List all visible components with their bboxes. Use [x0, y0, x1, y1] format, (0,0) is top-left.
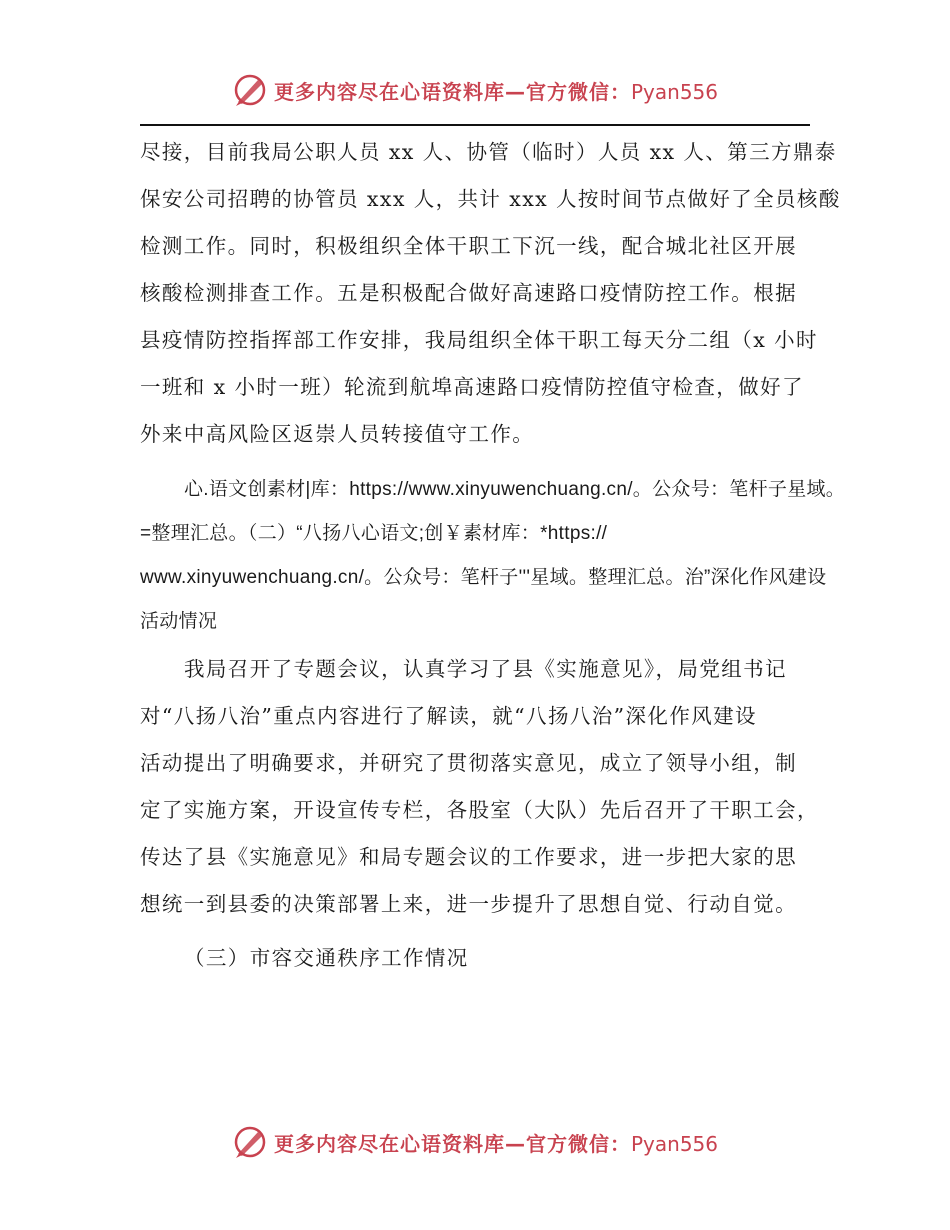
paragraph-line: 定了实施方案，开设宣传专栏，各股室（大队）先后召开了干职工会， — [140, 798, 819, 822]
paragraph-line: 尽接，目前我局公职人员 xx 人、协管（临时）人员 xx 人、第三方鼎泰 — [140, 140, 837, 164]
paragraph-line: 保安公司招聘的协管员 xxx 人，共计 xxx 人按时间节点做好了全员核酸 — [140, 187, 841, 211]
header-divider — [140, 124, 810, 126]
header-wechat-id: Pyan556 — [631, 79, 719, 104]
footer-wechat-id: Pyan556 — [631, 1131, 719, 1156]
paragraph-line: 对“八扬八治”重点内容进行了解读，就“八扬八治”深化作风建设 — [140, 704, 757, 728]
header-banner-text: 更多内容尽在心语资料库—官方微信：Pyan556 — [274, 79, 719, 104]
paragraph-line: 外来中高风险区返崇人员转接值守工作。 — [140, 422, 535, 446]
paragraph-line: 我局召开了专题会议，认真学习了县《实施意见》，局党组书记 — [184, 657, 787, 681]
section-heading-line: 活动情况 — [140, 611, 218, 632]
watermark-line: 心.语文创素材|库：https://www.xinyuwenchuang.cn/。公众号：笔杆子星域。 — [184, 479, 846, 500]
paragraph-line: 想统一到县委的决策部署上来，进一步提升了思想自觉、行动自觉。 — [140, 892, 797, 916]
section-heading: （三）市容交通秩序工作情况 — [184, 946, 469, 970]
paragraph-line: 传达了县《实施意见》和局专题会议的工作要求，进一步把大家的思 — [140, 845, 797, 869]
watermark-line: =整理汇总。（二）“八扬八心语文;创￥素材库：*https:// — [140, 523, 608, 544]
header-banner — [232, 70, 718, 110]
paragraph-line: 一班和 x 小时一班）轮流到航埠高速路口疫情防控值守检查，做好了 — [140, 375, 804, 399]
paragraph-line: 县疫情防控指挥部工作安排，我局组织全体干职工每天分二组（x 小时 — [140, 328, 818, 352]
paragraph-line: 核酸检测排查工作。五是积极配合做好高速路口疫情防控工作。根据 — [140, 281, 797, 305]
footer-banner — [232, 1122, 718, 1162]
paragraph-line: 检测工作。同时，积极组织全体干职工下沉一线，配合城北社区开展 — [140, 234, 797, 258]
watermark-line: www.xinyuwenchuang.cn/。公众号：笔杆子'''星域。整理汇总。治”深化作风建设 — [140, 567, 827, 588]
quill-logo-icon — [232, 72, 268, 108]
quill-logo-icon — [232, 1124, 268, 1160]
paragraph-line: 活动提出了明确要求，并研究了贯彻落实意见，成立了领导小组，制 — [140, 751, 797, 775]
footer-banner-text: 更多内容尽在心语资料库—官方微信：Pyan556 — [274, 1131, 719, 1156]
